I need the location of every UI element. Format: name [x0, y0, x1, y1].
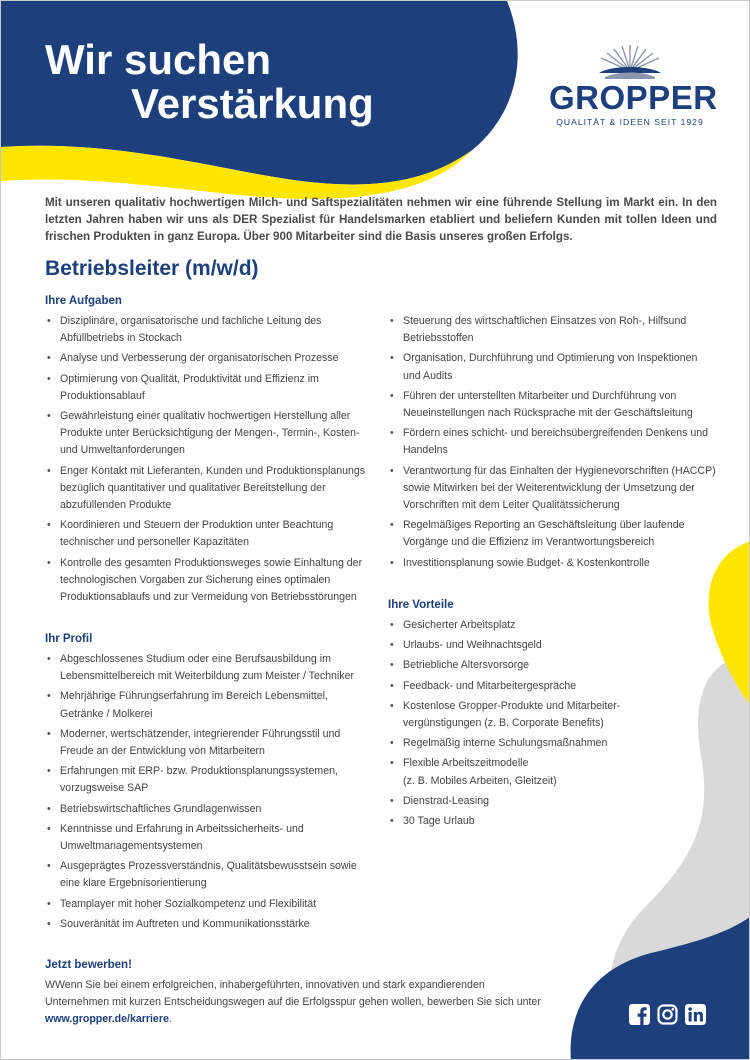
job-title: Betriebsleiter (m/w/d): [45, 257, 259, 280]
list-item: • Investitionsplanung sowie Budget- & Kostenkontrolle: [388, 555, 716, 572]
company-logo: [549, 41, 718, 136]
aufgaben-list-left: [45, 313, 370, 609]
logo-wordmark: GROPPER: [549, 79, 718, 116]
headline-line-2: Verstärkung: [131, 80, 374, 127]
list-item: • Verantwortung für das Einhalten der Hygienevorschriften (HACCP) sowie Mitwirken bei der Weiterentwicklung der Umsetzung der Vorschriften mit dem Leiter Qualitätssicherung: [388, 463, 716, 515]
list-item: • Kontrolle des gesamten Produktionsweges sowie Einhaltung der technologischen Vorgaben zur Sicherung eines optimalen Produktionsablaufs und zur Vermeidung von Betriebsstörungen: [45, 555, 370, 607]
apply-body: WWenn Sie bei einem erfolgreichen, inhabergeführten, innovativen und stark expandierenden Unternehmen mit kurzen Entscheidungswegen auf die Erfolgsspur gehen wollen, bewerben Sie sich unter: [45, 979, 541, 1009]
list-item: • Ausgeprägtes Prozessverständnis, Qualitätsbewusstsein sowie eine klare Ergebnisorientierung: [45, 858, 370, 892]
career-link[interactable]: www.gropper.de/karriere: [45, 1013, 169, 1026]
list-item: • Dienstrad-Leasing: [388, 793, 673, 810]
section-heading-vorteile: Ihre Vorteile: [388, 599, 454, 611]
apply-heading: Jetzt bewerben!: [45, 959, 132, 971]
list-item: • Urlaubs- und Weihnachtsgeld: [388, 637, 673, 654]
list-item: • Erfahrungen mit ERP- bzw. Produktionsplanungssystemen, vorzugsweise SAP: [45, 763, 370, 797]
aufgaben-list-right: [388, 313, 716, 575]
logo-tagline: QUALITÄT & IDEEN SEIT 1929: [556, 117, 704, 127]
list-item: • Mehrjährige Führungserfahrung im Bereich Lebensmittel, Getränke / Molkerei: [45, 688, 370, 722]
list-item: • Feedback- und Mitarbeitergespräche: [388, 678, 673, 695]
instagram-icon[interactable]: [657, 1004, 678, 1025]
list-item: • Enger Kontakt mit Lieferanten, Kunden und Produktionsplanungs bezüglich quantitativer und qualitativer Bereitstellung der abzufüllenden Produkte: [45, 463, 370, 515]
list-item: • Teamplayer mit hoher Sozialkompetenz und Flexibilität: [45, 896, 370, 913]
list-item: • Steuerung des wirtschaftlichen Einsatzes von Roh-, Hilfsund Betriebsstoffen: [388, 313, 716, 347]
list-item: • Disziplinäre, organisatorische und fachliche Leitung des Abfüllbetriebs in Stockach: [45, 313, 370, 347]
list-item: • 30 Tage Urlaub: [388, 813, 673, 830]
list-item: • Regelmäßig interne Schulungsmaßnahmen: [388, 735, 673, 752]
list-item: • Kenntnisse und Erfahrung in Arbeitssicherheits- und Umweltmanagementsystemen: [45, 821, 370, 855]
list-item: • Fördern eines schicht- und bereichsübergreifenden Denkens und Handelns: [388, 425, 716, 459]
list-item: • Betriebliche Altersvorsorge: [388, 657, 673, 674]
list-item: • Abgeschlossenes Studium oder eine Berufsausbildung im Lebensmittelbereich mit Weiterbildung zum Meister / Techniker: [45, 651, 370, 685]
apply-text: [45, 977, 550, 1029]
list-item: • Organisation, Durchführung und Optimierung von Inspektionen und Audits: [388, 350, 716, 384]
section-heading-aufgaben: Ihre Aufgaben: [45, 295, 122, 307]
list-item: • Regelmäßiges Reporting an Geschäftsleitung über laufende Vorgänge und die Effizienz im Verantwortungsbereich: [388, 517, 716, 551]
list-item: • Analyse und Verbesserung der organisatorischen Prozesse: [45, 350, 370, 367]
list-item: • Gewährleistung einer qualitativ hochwertigen Herstellung aller Produkte unter Berücksichtigung der Mengen-, Termin-, Kosten- und Umweltanforderungen: [45, 408, 370, 460]
vorteile-list: [388, 617, 673, 833]
section-heading-profil: Ihr Profil: [45, 633, 93, 645]
profil-list: [45, 651, 370, 936]
list-item: • Führen der unterstellten Mitarbeiter und Durchführung von Neueinstellungen nach Rücksprache mit der Geschäftsleitung: [388, 388, 716, 422]
list-item: • Souveränität im Auftreten und Kommunikationsstärke: [45, 916, 370, 933]
list-item: • Koordinieren und Steuern der Produktion unter Beachtung technischer und personeller Kapazitäten: [45, 517, 370, 551]
company-intro: Mit unseren qualitativ hochwertigen Milch- und Saftspezialitäten nehmen wir eine führende Stellung im Markt ein. In den letzten Jahren haben wir uns als DER Spezialist für Handelsmarken etabliert und beliefern Kunden mit tollen Ideen und frischen Produkten in ganz Europa. Über 900 Mitarbeiter sind die Basis unseres großen Erfolgs.: [45, 196, 717, 243]
list-item: • Moderner, wertschätzender, integrierender Führungsstil und Freude an der Entwicklung von Mitarbeitern: [45, 726, 370, 760]
apply-suffix: .: [168, 1013, 172, 1026]
linkedin-icon[interactable]: [685, 1004, 706, 1025]
sunrise-icon: [549, 41, 711, 81]
list-item: • Gesicherter Arbeitsplatz: [388, 617, 673, 634]
list-item: • Optimierung von Qualität, Produktivität und Effizienz im Produktionsablauf: [45, 371, 370, 405]
list-item: • Flexible Arbeitszeitmodelle (z. B. Mobiles Arbeiten, Gleitzeit): [388, 755, 673, 789]
list-item: • Kostenlose Gropper-Produkte und Mitarbeitervergünstigungen (z. B. Corporate Benefits): [388, 698, 673, 732]
facebook-icon[interactable]: [629, 1004, 650, 1025]
list-item: • Betriebswirtschaftliches Grundlagenwissen: [45, 801, 370, 818]
headline-line-1: Wir suchen: [45, 36, 271, 83]
